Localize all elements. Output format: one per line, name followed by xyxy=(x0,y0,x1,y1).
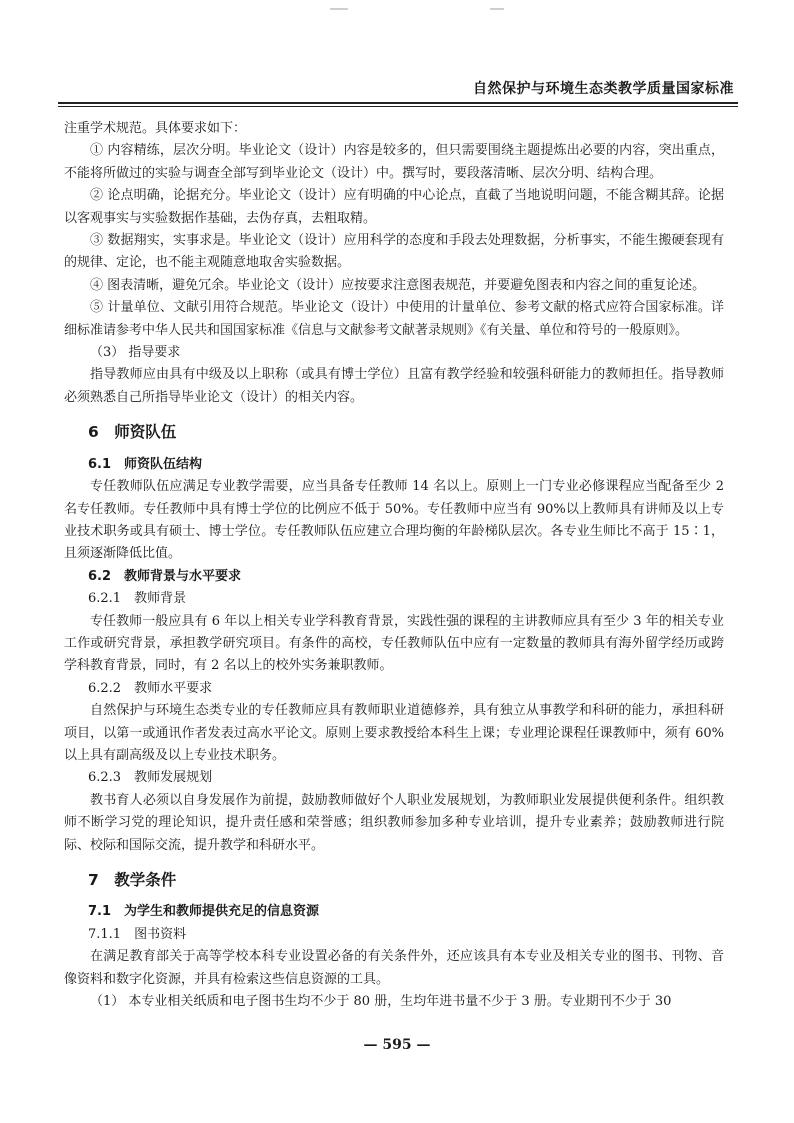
page-number: — 595 — xyxy=(363,1037,431,1053)
header-rule xyxy=(58,102,738,104)
main-text xyxy=(64,118,724,1013)
paragraph: 在满足教育部关于高等学校本科专业设置必备的有关条件外，还应该具有本专业及相关专业的图书、刊物、音像资料和数字化资源，并具有检索这些信息资源的工具。 xyxy=(64,949,724,987)
section-heading: 7 教学条件 xyxy=(88,871,177,889)
subsubsection-heading: 6.2.3 教师发展规划 xyxy=(88,770,213,786)
paragraph: 注重学术规范。具体要求如下： xyxy=(64,121,247,136)
paragraph: ② 论点明确，论据充分。毕业论文（设计）应有明确的中心论点，直截了当地说明问题，不能含糊其辞。论据以客观事实与实验数据作基础，去伪存真，去粗取精。 xyxy=(64,188,724,226)
subsubsection-heading: 6.2.1 教师背景 xyxy=(88,591,187,607)
paragraph: ① 内容精练，层次分明。毕业论文（设计）内容是较多的，但只需要围绕主题提炼出必要的内容，突出重点，不能将所做过的实验与调查全部写到毕业论文（设计）中。撰写时，要段落清晰、层次分明、结构合理。 xyxy=(64,143,724,181)
subsection-heading: 6.1 师资队伍结构 xyxy=(88,456,203,472)
paragraph-subheading: （3） 指导要求 xyxy=(90,345,181,361)
paragraph: 专任教师一般应具有 6 年以上相关专业学科教育背景，实践性强的课程的主讲教师应具有至少 3 年的相关专业工作或研究背景，承担教学研究项目。有条件的高校，专任教师队伍中应有一定数量的教师具有海外留学经历或跨学科教育背景，同时，有 2 名以上的校外实务兼职教师。 xyxy=(64,613,724,674)
subsection-heading: 7.1 为学生和教师提供充足的信息资源 xyxy=(88,904,320,920)
subsection-heading: 6.2 教师背景与水平要求 xyxy=(88,568,242,584)
paragraph: ④ 图表清晰，避免冗余。毕业论文（设计）应按要求注意图表规范，并要避免图表和内容之间的重复论述。 xyxy=(90,277,706,293)
paragraph: ③ 数据翔实，实事求是。毕业论文（设计）应用科学的态度和手段去处理数据，分析事实，不能生搬硬套现有的规律、定论，也不能主观随意地取舍实验数据。 xyxy=(64,233,724,271)
running-header: 自然保护与环境生态类教学质量国家标准 xyxy=(473,81,734,97)
paragraph: 教书育人必须以自身发展作为前提，鼓励教师做好个人职业发展规划，为教师职业发展提供便利条件。组织教师不断学习党的理论知识，提升责任感和荣誉感；组织教师参加多种专业培训，提升专业素养；鼓励教师进行院际、校际和国际交流，提升教学和科研水平。 xyxy=(64,792,724,853)
paragraph: 专任教师队伍应满足专业教学需要，应当具备专任教师 14 名以上。原则上一门专业必修课程应当配备至少 2 名专任教师。专任教师中具有博士学位的比例应不低于 50%。专任教师中应当有 90%以上教师具有讲师及以上专业技术职务或具有硕士、博士学位。专任教师队伍应建立合理均衡的年龄梯队层次。各专业生师比不高于 15∶1，且须逐渐降低比值。 xyxy=(64,479,724,562)
scan-artifact xyxy=(490,8,504,10)
subsubsection-heading: 6.2.2 教师水平要求 xyxy=(88,680,213,696)
section-heading: 6 师资队伍 xyxy=(88,423,177,442)
paragraph: （1） 本专业相关纸质和电子图书生均不少于 80 册，生均年进书量不少于 3 册。专业期刊不少于 30 xyxy=(90,994,672,1010)
paragraph: 自然保护与环境生态类专业的专任教师应具有教师职业道德修养，具有独立从事教学和科研的能力，承担科研项目，以第一或通讯作者发表过高水平论文。原则上要求教授给本科生上课；专业理论课程任课教师中，须有 60%以上具有副高级及以上专业技术职务。 xyxy=(64,703,724,763)
scan-artifact xyxy=(330,8,348,10)
paragraph: ⑤ 计量单位、文献引用符合规范。毕业论文（设计）中使用的计量单位、参考文献的格式应符合国家标准。详细标准请参考中华人民共和国国家标准《信息与文献参考文献著录规则》《有关量、单位和符号的一般原则》。 xyxy=(64,300,724,338)
subsubsection-heading: 7.1.1 图书资料 xyxy=(88,926,187,942)
paragraph: 指导教师应由具有中级及以上职称（或具有博士学位）且富有教学经验和较强科研能力的教师担任。指导教师必须熟悉自己所指导毕业论文（设计）的相关内容。 xyxy=(64,367,724,405)
header-rule-thin xyxy=(58,106,738,107)
